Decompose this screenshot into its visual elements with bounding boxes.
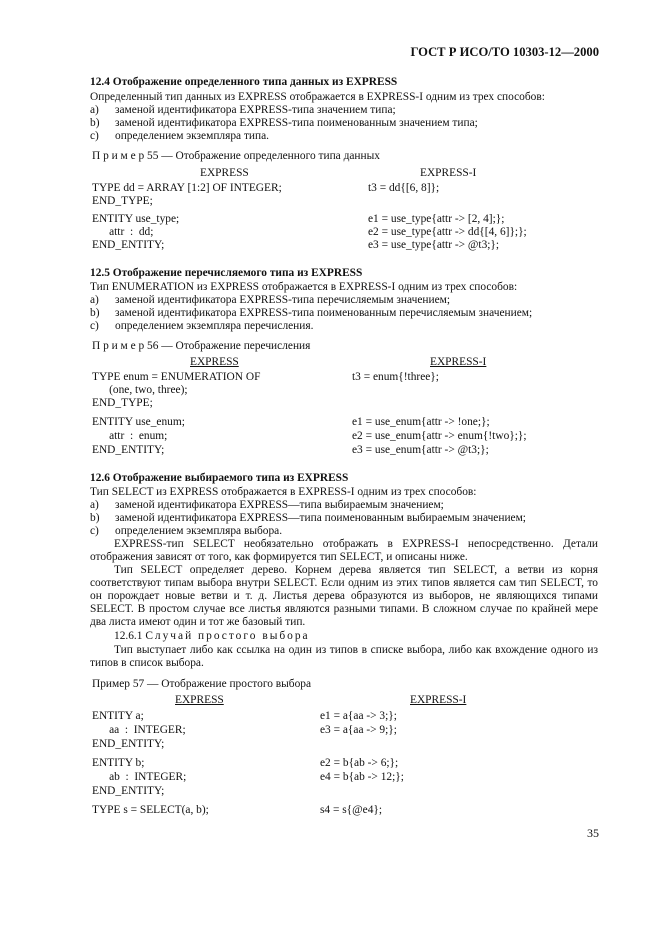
paragraph: Тип выступает либо как ссылка на один из типов в списке выбора, либо как вхождение одного из типов в список выбора.	[90, 644, 598, 669]
code-line: e4 = b{ab -> 12;};	[320, 771, 404, 783]
section-12-5-intro: Тип ENUMERATION из EXPRESS отображается в EXPRESS-I одним из трех способов:	[90, 281, 518, 293]
code-line: TYPE dd = ARRAY [1:2] OF INTEGER;	[92, 182, 282, 194]
code-line: e3 = use_enum{attr -> @t3;};	[352, 444, 489, 456]
code-line: t3 = enum{!three};	[352, 371, 439, 383]
code-line: e3 = a{aa -> 9;};	[320, 724, 397, 736]
code-line: e1 = use_type{attr -> [2, 4];};	[368, 213, 505, 225]
code-line: TYPE enum = ENUMERATION OF	[92, 371, 261, 383]
example-prefix: П р и м е р 56	[92, 340, 159, 352]
list-item: определением экземпляра типа.	[115, 130, 270, 142]
column-header-express-i: EXPRESS-I	[430, 356, 487, 368]
code-line: END_TYPE;	[92, 397, 153, 409]
list-item: заменой идентификатора EXPRESS-типа перечисляемым значением;	[115, 294, 450, 306]
code-line: ENTITY b;	[92, 757, 145, 769]
code-line: ENTITY use_enum;	[92, 416, 185, 428]
list-marker: b)	[90, 307, 100, 319]
column-header-express: EXPRESS	[200, 167, 249, 179]
list-item: заменой идентификатора EXPRESS-типа значением типа;	[115, 104, 396, 116]
page-number: 35	[587, 826, 599, 840]
section-12-6-title: 12.6 Отображение выбираемого типа из EXPRESS	[90, 472, 349, 484]
list-marker: a)	[90, 104, 99, 116]
code-line: TYPE s = SELECT(a, b);	[92, 804, 209, 816]
code-line: END_ENTITY;	[92, 738, 165, 750]
list-item: заменой идентификатора EXPRESS-типа поименованным перечисляемым значением;	[115, 307, 533, 319]
example-55-caption	[92, 150, 380, 163]
paragraph: EXPRESS-тип SELECT необязательно отображать в EXPRESS-I непосредственно. Детали отображения зависят от того, как формируется тип SELECT, и описаны ниже.	[90, 538, 598, 563]
code-line: e2 = use_enum{attr -> enum{!two};};	[352, 430, 527, 442]
list-marker: b)	[90, 512, 100, 524]
code-line: e1 = use_enum{attr -> !one;};	[352, 416, 490, 428]
subsection-title: Случай простого выбора	[145, 630, 310, 642]
list-item: заменой идентификатора EXPRESS—типа поименованным выбираемым значением;	[115, 512, 526, 524]
list-item: заменой идентификатора EXPRESS—типа выбираемым значением;	[115, 499, 444, 511]
section-12-5-title: 12.5 Отображение перечисляемого типа из EXPRESS	[90, 267, 363, 279]
list-item: определением экземпляра выбора.	[115, 525, 283, 537]
list-marker: c)	[90, 320, 99, 332]
list-marker: c)	[90, 525, 99, 537]
list-marker: c)	[90, 130, 99, 142]
example-56-caption	[92, 340, 310, 353]
subsection-12-6-1-heading	[114, 630, 310, 643]
code-line: ab : INTEGER;	[92, 771, 187, 783]
example-57-caption: Пример 57 — Отображение простого выбора	[92, 678, 312, 690]
document-header: ГОСТ Р ИСО/ТО 10303-12—2000	[410, 45, 599, 59]
example-caption-text: — Отображение определенного типа данных	[158, 150, 380, 162]
list-marker: b)	[90, 117, 100, 129]
code-line: END_ENTITY;	[92, 444, 165, 456]
code-line: END_TYPE;	[92, 195, 153, 207]
list-item: определением экземпляра перечисления.	[115, 320, 314, 332]
list-marker: a)	[90, 499, 99, 511]
list-item: заменой идентификатора EXPRESS-типа поименованным значением типа;	[115, 117, 478, 129]
code-line: (one, two, three);	[92, 384, 188, 396]
code-line: ENTITY a;	[92, 710, 144, 722]
column-header-express-i: EXPRESS-I	[410, 694, 467, 706]
code-line: ENTITY use_type;	[92, 213, 180, 225]
section-12-4-intro: Определенный тип данных из EXPRESS отображается в EXPRESS-I одним из трех способов:	[90, 91, 545, 103]
subsection-number: 12.6.1	[114, 630, 146, 642]
code-line: t3 = dd{[6, 8]};	[368, 182, 440, 194]
code-line: e3 = use_type{attr -> @t3;};	[368, 239, 500, 251]
code-line: attr : enum;	[92, 430, 168, 442]
section-12-4-title: 12.4 Отображение определенного типа данных из EXPRESS	[90, 76, 398, 88]
code-line: s4 = s{@e4};	[320, 804, 383, 816]
code-line: END_ENTITY;	[92, 785, 165, 797]
column-header-express: EXPRESS	[190, 356, 239, 368]
column-header-express: EXPRESS	[175, 694, 224, 706]
example-caption-text: — Отображение перечисления	[158, 340, 311, 352]
example-prefix: П р и м е р 55	[92, 150, 159, 162]
code-line: END_ENTITY;	[92, 239, 165, 251]
column-header-express-i: EXPRESS-I	[420, 167, 477, 179]
paragraph: Тип SELECT определяет дерево. Корнем дерева является тип SELECT, а ветви из корня соответствуют типам выбора внутри SELECT. Если одним из этих типов является сам тип SELECT, то он порождает новые ветви и т. д. Листья дерева образуются из выборов, не являющихся типами SELECT. В простом случае все листья являются разными типами. В сложном случае по крайней мере два листа имеют один и тот же базовый тип.	[90, 564, 598, 628]
code-line: e2 = b{ab -> 6;};	[320, 757, 399, 769]
code-line: e1 = a{aa -> 3;};	[320, 710, 397, 722]
list-marker: a)	[90, 294, 99, 306]
code-line: aa : INTEGER;	[92, 724, 186, 736]
section-12-6-intro: Тип SELECT из EXPRESS отображается в EXPRESS-I одним из трех способов:	[90, 486, 477, 498]
code-line: e2 = use_type{attr -> dd{[4, 6]};};	[368, 226, 527, 238]
code-line: attr : dd;	[92, 226, 154, 238]
